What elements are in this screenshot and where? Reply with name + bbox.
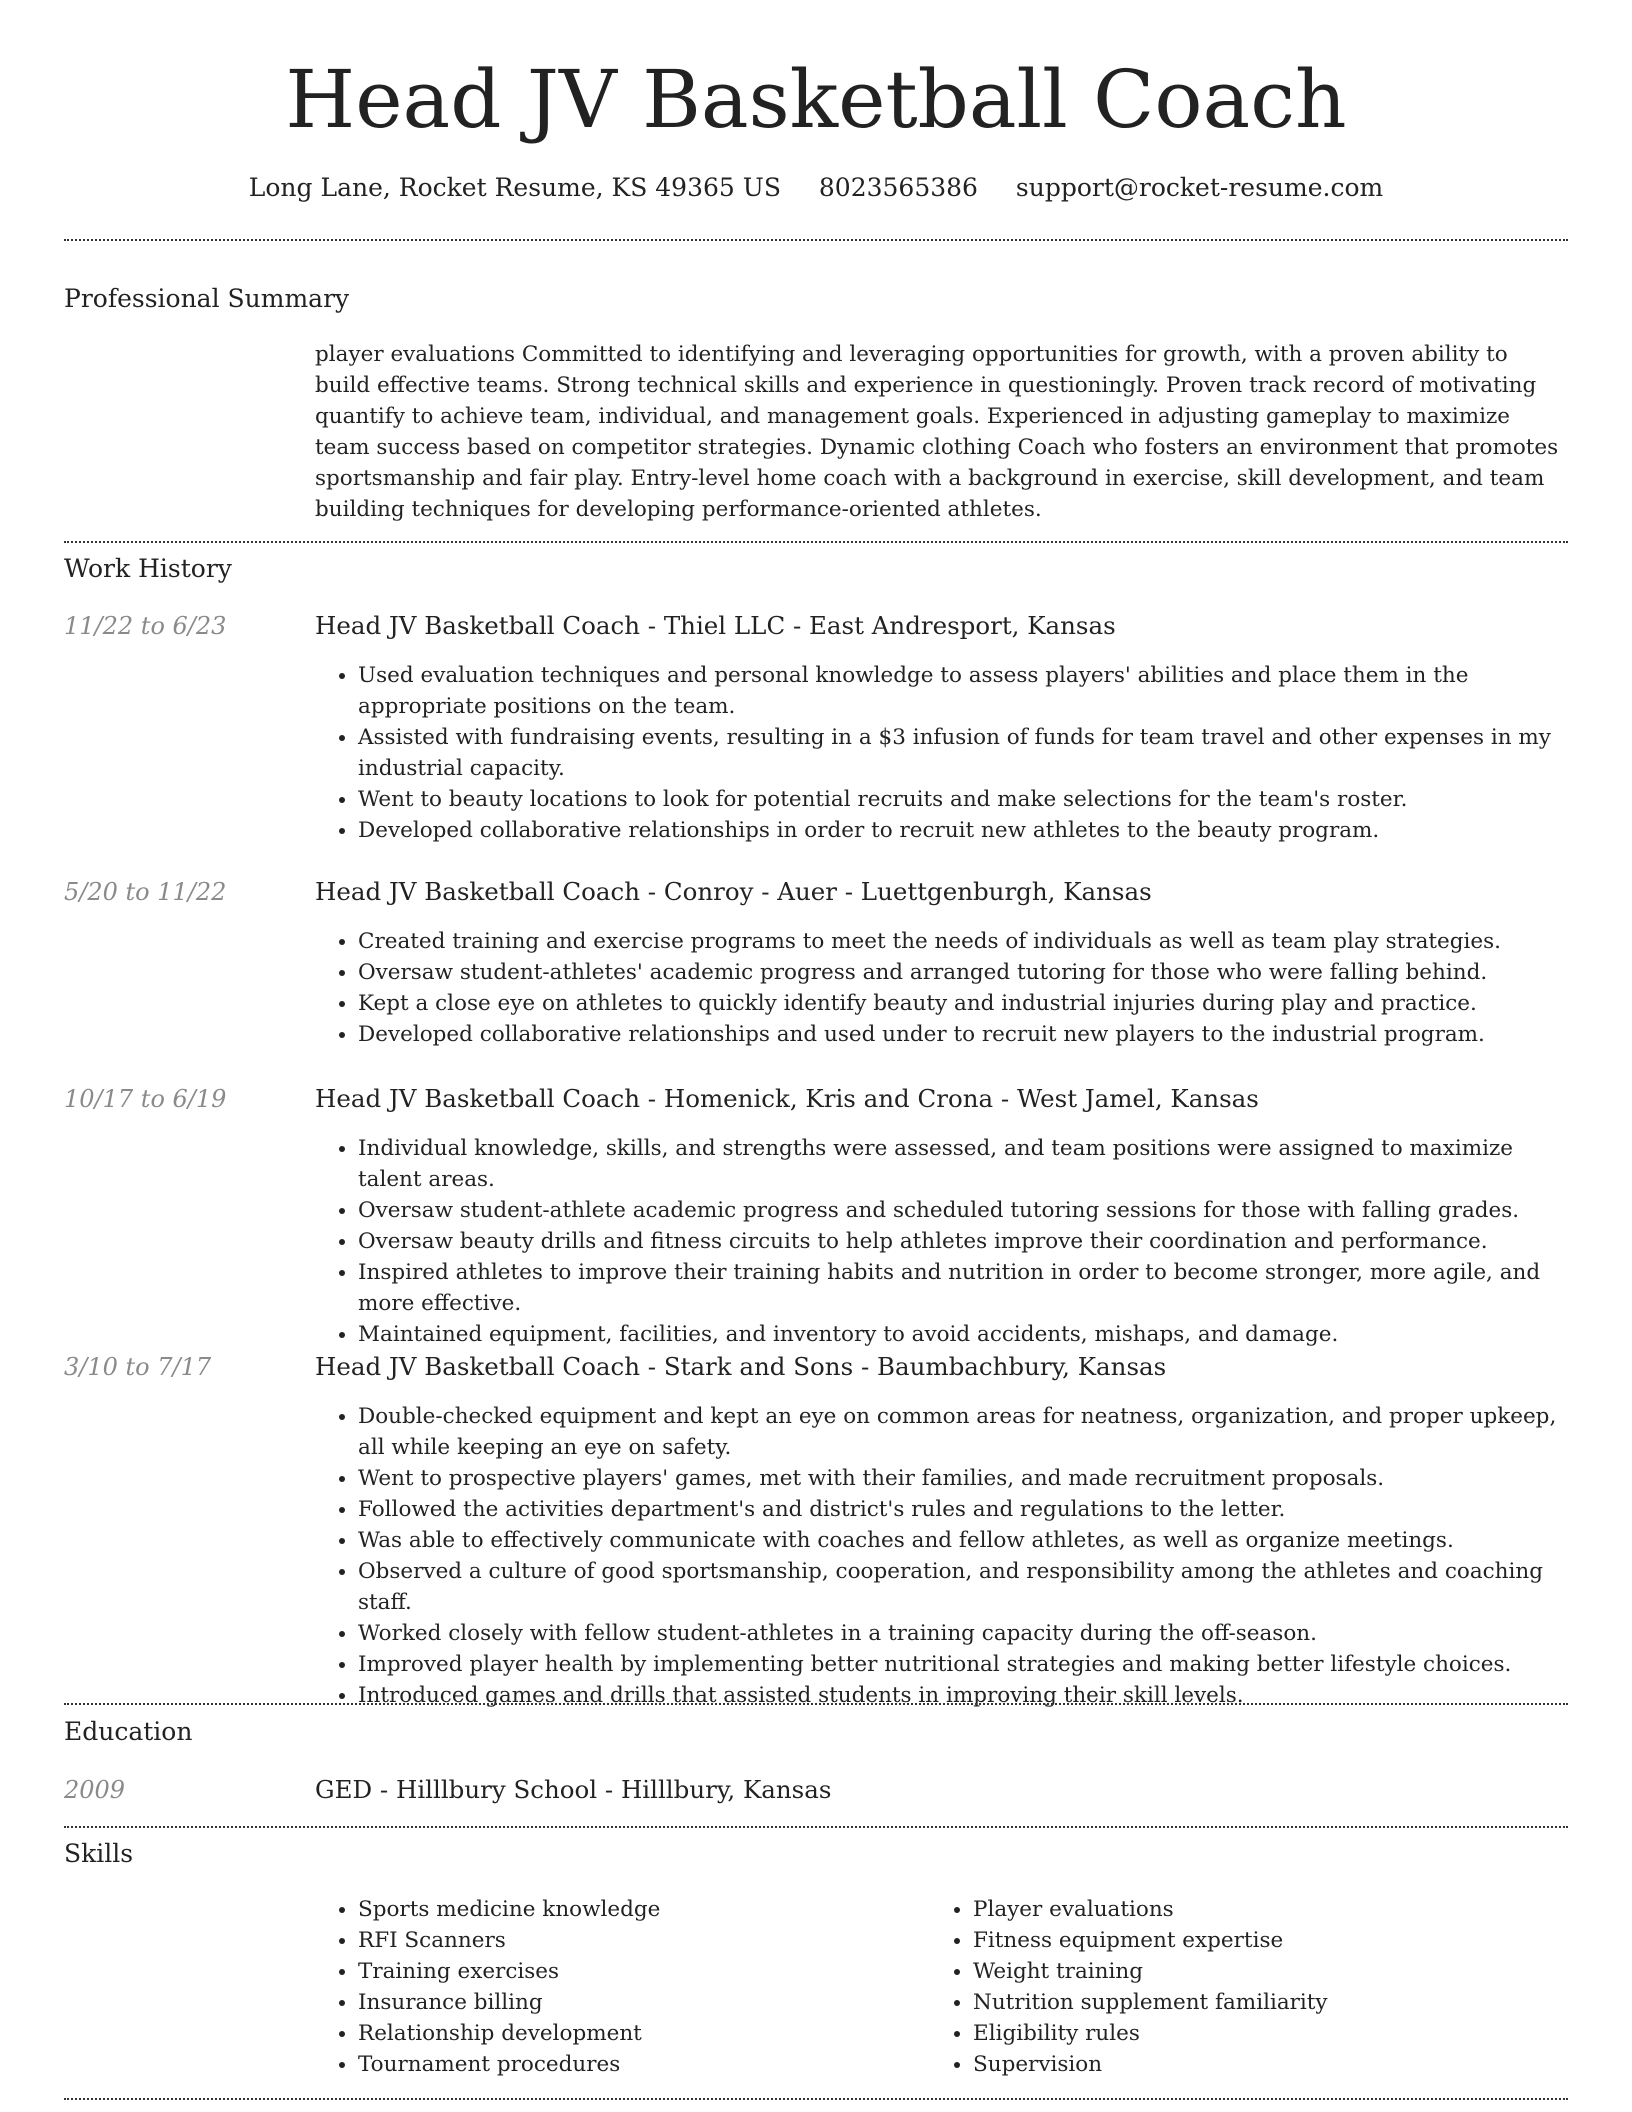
contact-line xyxy=(0,170,1632,206)
skill-item: • Supervision xyxy=(973,2049,1530,2080)
list-item: • Created training and exercise programs to meet the needs of individuals as well as team play strategies. xyxy=(358,926,1568,957)
skill-item: • Sports medicine knowledge xyxy=(358,1894,915,1925)
list-item: • Oversaw student-athletes' academic progress and arranged tutoring for those who were falling behind. xyxy=(358,957,1568,988)
list-item: • Individual knowledge, skills, and strengths were assessed, and team positions were assigned to maximize talent areas. xyxy=(358,1133,1568,1195)
job-dates: 5/20 to 11/22 xyxy=(64,878,227,906)
list-item: • Followed the activities department's and district's rules and regulations to the letter. xyxy=(358,1494,1568,1525)
list-item: • Used evaluation techniques and personal knowledge to assess players' abilities and place them in the appropriate positions on the team. xyxy=(358,660,1568,722)
skill-item: • Insurance billing xyxy=(358,1987,915,2018)
section-title-work-history: Work History xyxy=(64,554,232,583)
education-heading: GED - Hilllbury School - Hilllbury, Kansas xyxy=(315,1775,832,1804)
summary-text: player evaluations Committed to identifying and leveraging opportunities for growth, with a proven ability to build effective teams. Strong technical skills and experience in questioningly. Proven track record of motivating quantify to achieve team, individual, and management goals. Experienced in adjusting gameplay to maximize team success based on competitor strategies. Dynamic clothing Coach who fosters an environment that promotes sportsmanship and fair play. Entry-level home coach with a background in exercise, skill development, and team building techniques for developing performance-oriented athletes. xyxy=(315,342,1559,522)
contact-address: Long Lane, Rocket Resume, KS 49365 US xyxy=(248,173,781,202)
list-item: • Observed a culture of good sportsmanship, cooperation, and responsibility among the athletes and coaching staff. xyxy=(358,1556,1568,1618)
list-item: • Developed collaborative relationships in order to recruit new athletes to the beauty program. xyxy=(358,815,1568,846)
list-item: • Double-checked equipment and kept an eye on common areas for neatness, organization, and proper upkeep, all while keeping an eye on safety. xyxy=(358,1401,1568,1463)
divider xyxy=(64,2098,1568,2100)
contact-phone: 8023565386 xyxy=(818,173,978,202)
list-item: • Inspired athletes to improve their training habits and nutrition in order to become stronger, more agile, and more effective. xyxy=(358,1257,1568,1319)
job-heading: Head JV Basketball Coach - Conroy - Auer - Luettgenburgh, Kansas xyxy=(315,877,1152,906)
job-bullets xyxy=(315,1401,1568,1711)
list-item: • Kept a close eye on athletes to quickly identify beauty and industrial injuries during play and practice. xyxy=(358,988,1568,1019)
list-item: • Assisted with fundraising events, resulting in a $3 infusion of funds for team travel and other expenses in my industrial capacity. xyxy=(358,722,1568,784)
list-item: • Maintained equipment, facilities, and inventory to avoid accidents, mishaps, and damage. xyxy=(358,1319,1568,1350)
divider xyxy=(64,541,1568,543)
job-dates: 3/10 to 7/17 xyxy=(64,1353,212,1381)
skill-item: • Training exercises xyxy=(358,1956,915,1987)
list-item: • Introduced games and drills that assisted students in improving their skill levels. xyxy=(358,1680,1568,1711)
contact-email: support@rocket-resume.com xyxy=(1015,173,1384,202)
list-item: • Improved player health by implementing better nutritional strategies and making better lifestyle choices. xyxy=(358,1649,1568,1680)
job-bullets xyxy=(315,926,1568,1050)
skill-item: • Relationship development xyxy=(358,2018,915,2049)
candidate-name: Head JV Basketball Coach xyxy=(285,53,1347,146)
divider xyxy=(64,1703,1568,1705)
job-dates: 10/17 to 6/19 xyxy=(64,1085,227,1113)
job-bullets xyxy=(315,660,1568,846)
divider xyxy=(64,1826,1568,1828)
job-heading: Head JV Basketball Coach - Homenick, Kris and Crona - West Jamel, Kansas xyxy=(315,1084,1259,1113)
skill-item: • Fitness equipment expertise xyxy=(973,1925,1530,1956)
list-item: • Oversaw beauty drills and fitness circuits to help athletes improve their coordination and performance. xyxy=(358,1226,1568,1257)
job-heading: Head JV Basketball Coach - Thiel LLC - East Andresport, Kansas xyxy=(315,611,1116,640)
skills-list-left xyxy=(315,1894,915,2080)
section-title-summary: Professional Summary xyxy=(64,284,350,313)
skill-item: • Tournament procedures xyxy=(358,2049,915,2080)
section-title-skills: Skills xyxy=(64,1839,134,1868)
education-year: 2009 xyxy=(64,1776,126,1804)
section-title-education: Education xyxy=(64,1717,193,1746)
job-bullets xyxy=(315,1133,1568,1350)
skill-item: • RFI Scanners xyxy=(358,1925,915,1956)
list-item: • Was able to effectively communicate with coaches and fellow athletes, as well as organize meetings. xyxy=(358,1525,1568,1556)
list-item: • Developed collaborative relationships and used under to recruit new players to the industrial program. xyxy=(358,1019,1568,1050)
skill-item: • Nutrition supplement familiarity xyxy=(973,1987,1530,2018)
list-item: • Worked closely with fellow student-athletes in a training capacity during the off-season. xyxy=(358,1618,1568,1649)
divider xyxy=(64,239,1568,241)
list-item: • Went to beauty locations to look for potential recruits and make selections for the team's roster. xyxy=(358,784,1568,815)
list-item: • Went to prospective players' games, met with their families, and made recruitment proposals. xyxy=(358,1463,1568,1494)
skill-item: • Weight training xyxy=(973,1956,1530,1987)
skill-item: • Eligibility rules xyxy=(973,2018,1530,2049)
skill-item: • Player evaluations xyxy=(973,1894,1530,1925)
job-heading: Head JV Basketball Coach - Stark and Sons - Baumbachbury, Kansas xyxy=(315,1352,1167,1381)
list-item: • Oversaw student-athlete academic progress and scheduled tutoring sessions for those with falling grades. xyxy=(358,1195,1568,1226)
job-dates: 11/22 to 6/23 xyxy=(64,612,227,640)
skills-list-right xyxy=(930,1894,1530,2080)
